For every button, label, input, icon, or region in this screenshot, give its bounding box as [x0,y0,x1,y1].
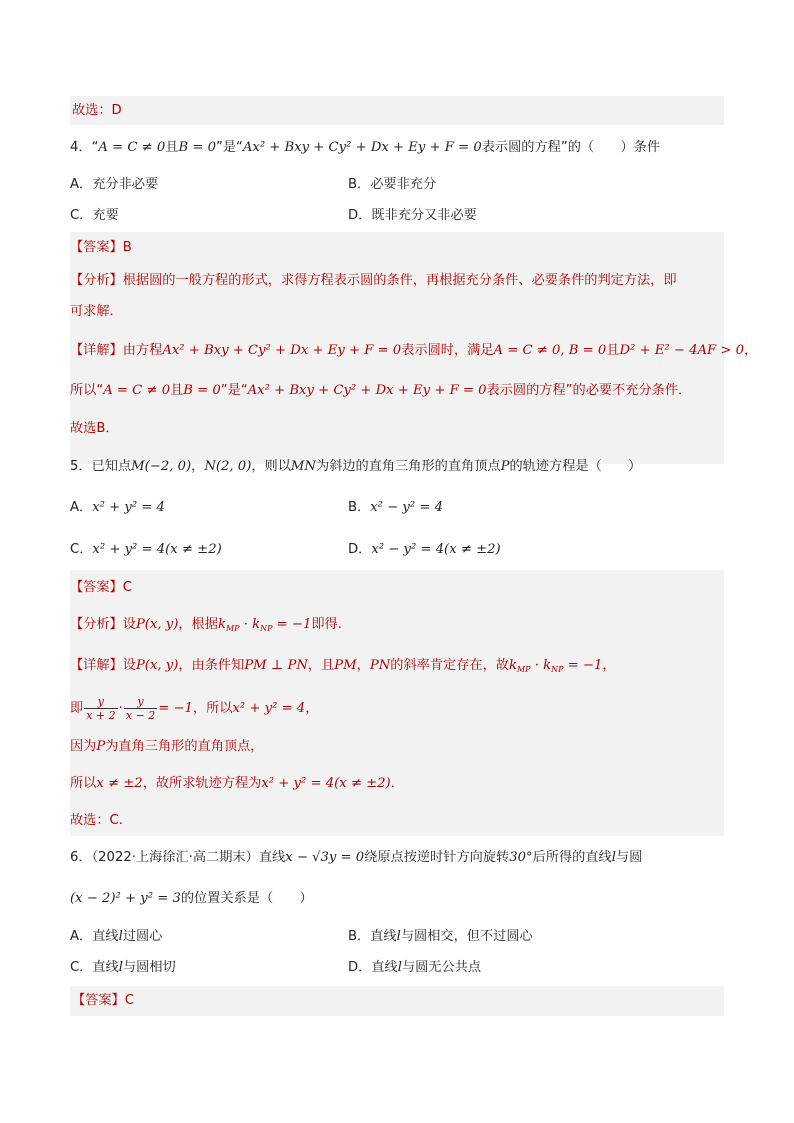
q4-option-b: B．必要非充分 [348,177,437,192]
q6-stem-line2: (x − 2)² + y² = 3的位置关系是（ ） [70,891,313,906]
q4-detail-line1: 【详解】由方程Ax² + Bxy + Cy² + Dx + Ey + F = 0表示圆时，满足A = C ≠ 0, B = 0且D² + E² − 4AF > 0， [70,343,758,358]
q4-answer: 【答案】B [70,240,132,255]
q4-conclusion: 故选B． [70,421,119,436]
q4-option-a: A．充分非必要 [70,177,159,192]
q4-analysis-line2: 可求解． [70,304,123,319]
q6-option-a: A．直线l过圆心 [70,929,163,944]
q5-answer: 【答案】C [70,580,132,595]
q6-option-d: D．直线l与圆无公共点 [348,960,482,975]
q4-stem: 4．“A = C ≠ 0且B = 0”是“Ax² + Bxy + Cy² + Dx + Ey + F = 0表示圆的方程”的（ ）条件 [70,140,661,155]
q5-options-row1 [70,498,724,518]
q6-answer: 【答案】C [70,986,724,1016]
q5-conclusion: 故选：C. [70,813,123,828]
prev-conclusion: 故选：D [70,96,724,125]
q5-detail-line4: 所以x ≠ ±2，故所求轨迹方程为x² + y² = 4(x ≠ ±2)． [70,776,404,791]
q6-option-b: B．直线l与圆相交，但不过圆心 [348,929,533,944]
q4-options-row2 [70,206,724,226]
q5-option-a: A．x² + y² = 4 [70,500,165,515]
q5-options-row2 [70,540,724,560]
q5-option-d: D．x² − y² = 4(x ≠ ±2) [348,542,501,557]
q4-analysis-line1: 【分析】根据圆的一般方程的形式，求得方程表示圆的条件，再根据充分条件、必要条件的判定方法，即 [70,273,677,288]
q5-detail-line1: 【详解】设P(x, y)，由条件知PM ⊥ PN，且PM，PN的斜率肯定存在，故$k_{MP} \cdot k_{NP} = -1$， [70,658,616,674]
q5-detail-line3: 因为P为直角三角形的直角顶点， [70,739,264,754]
fraction-2: $\frac{y}{x - 2}$ [125,694,156,722]
q5-stem: 5．已知点M(−2, 0)，N(2, 0)，则以MN为斜边的直角三角形的直角顶点P的轨迹方程是（ ） [70,459,642,474]
q6-options-row1 [70,927,724,947]
q4-option-d: D．既非充分又非必要 [348,208,477,223]
q5-analysis: 【分析】设P(x, y)，根据$k_{MP} \cdot k_{NP} = -1$即得. [70,617,342,633]
q6-stem-line1: 6．（2022·上海徐汇·高二期末）直线x − √3y = 0绕原点按逆时针方向旋转30°后所得的直线l与圆 [70,850,643,865]
q6-option-c: C．直线l与圆相切 [70,960,176,975]
fraction-1: $\frac{y}{x + 2}$ [86,694,116,722]
q5-detail-line2: 即 $\frac{y}{x + 2}$ · $\frac{y}{x - 2}$ = −1，所以x² + y² = 4， [70,694,319,722]
q6-options-row2 [70,958,724,978]
q5-option-b: B．x² − y² = 4 [348,500,443,515]
q4-options-row1 [70,175,724,195]
q5-option-c: C．x² + y² = 4(x ≠ ±2) [70,542,222,557]
q4-option-c: C．充要 [70,208,119,223]
q4-detail-line2: 所以“A = C ≠ 0且B = 0”是“Ax² + Bxy + Cy² + Dx + Ey + F = 0表示圆的方程”的必要不充分条件． [70,383,692,398]
